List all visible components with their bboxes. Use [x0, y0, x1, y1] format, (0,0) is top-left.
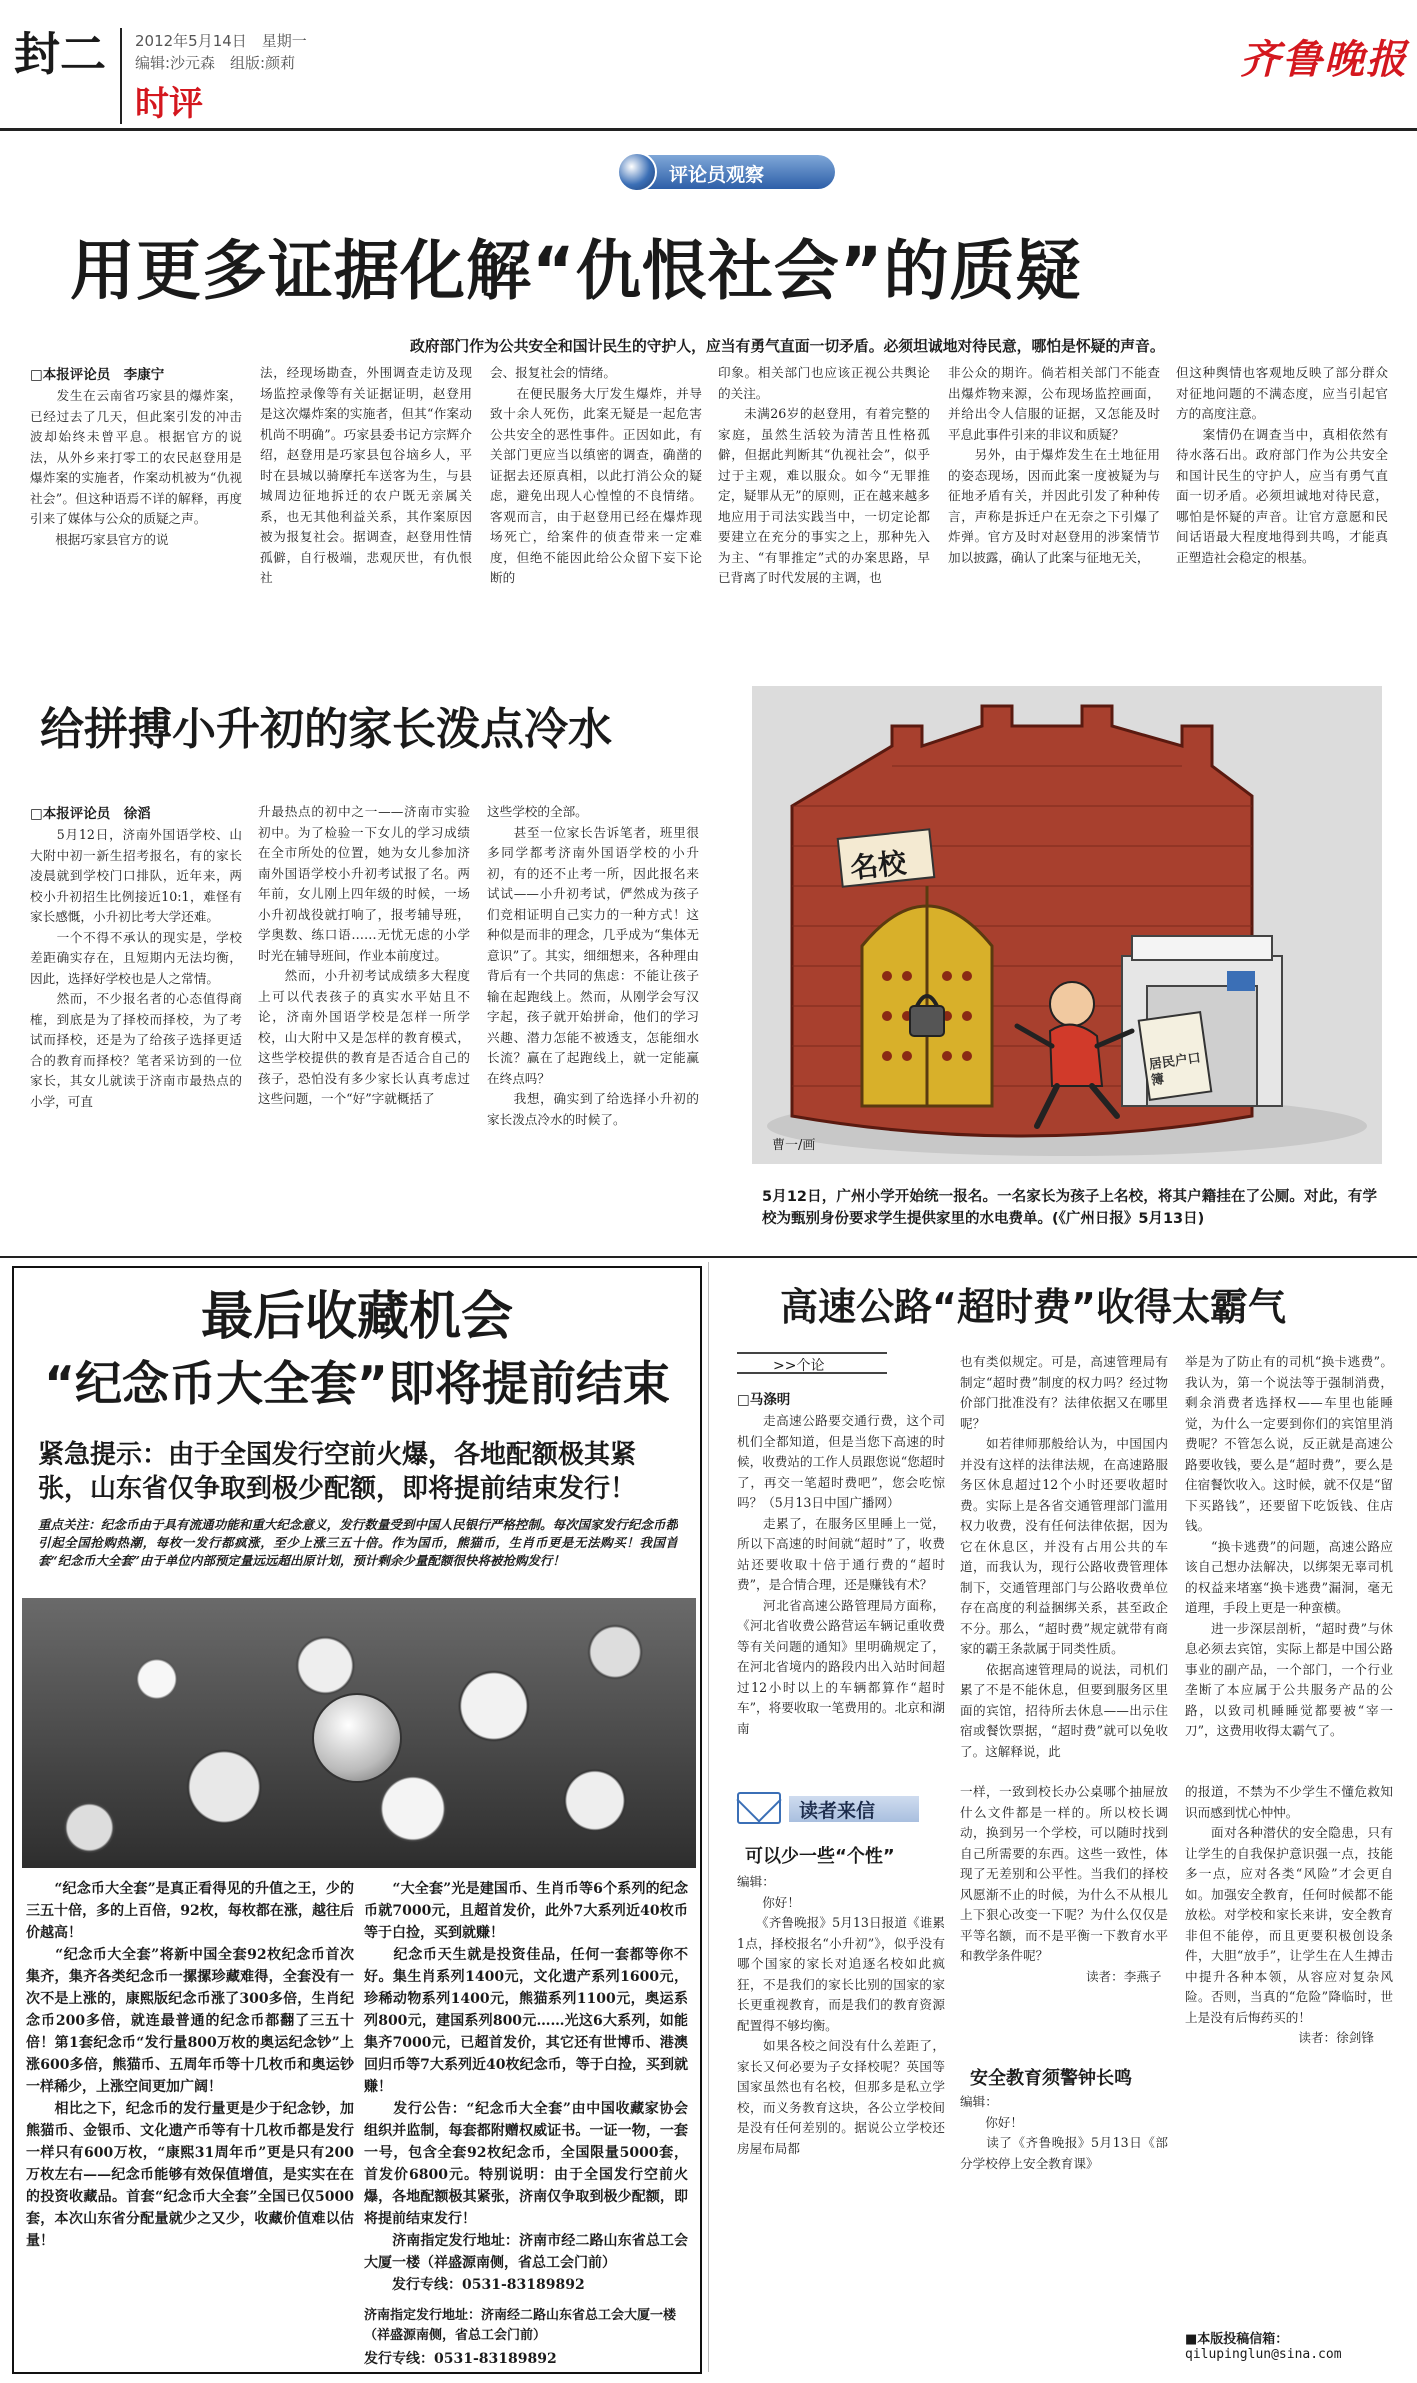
cartoon-block — [752, 686, 1382, 1256]
article-1-text-1: 发生在云南省巧家县的爆炸案，已经过去了几天，但此案引发的冲击波却始终未曾平息。根据官方的说法，从外乡来打零工的农民赵登用是爆炸案的实施者，作案动机被为“仇视社会”。但这种语焉不详的解释，再度引来了媒体与公众的质疑之声。 根据巧家县官方的说 — [30, 388, 242, 547]
article-1-text-6: 但这种舆情也客观地反映了部分群众对征地问题的不满态度，应当引起官方的高度注意。 案情仍在调查当中，真相依然有待水落石出。政府部门作为公共安全和国计民生的守护人，应当有勇气直面一切矛盾。必须坦诚地对待民意，哪怕是怀疑的声音。让官方意愿和民间话语最大程度地得到共鸣，才能真正塑造社会稳定的根基。 — [1176, 365, 1388, 565]
article-3-text-1: 走高速公路要交通行费，这个司机们全都知道，但是当您下高速的时候，收费站的工作人员跟您说“您超时了，再交一笔超时费吧”，您会吃惊吗？（5月13日中国广播网） 走累了，在服务区里睡上一觉，所以下高速的时间就“超时”了，收费站还要收取十倍于通行费的“超时费”，是合情合理，还是赚钱有术？ 河北省高速公路管理局方面称，《河北省收费公路营运车辆记重收费等有关问题的通知》里明确规定了，在河北省境内的路段内出入站时间超过12小时以上的车辆都算作“超时车”，将要收取一笔费用的。北京和湖南 — [737, 1413, 945, 1736]
column-divider — [708, 1262, 709, 2372]
section-label: 封二 — [14, 27, 106, 81]
article-1 — [0, 131, 1417, 691]
letter-1-text-2: 一样，一致到校长办公桌哪个抽屉放什么文件都是一样的。所以校长调动，换到另一个学校，可以随时找到自己所需要的东西。这些一致性，体现了无差别和公平性。当我们的择校风愿渐不止的时候，为什么不从根儿上下狠心改变一下呢？为什么仅仅是平等名额，而不是平衡一下教育水平和教学条件呢？ 读者：李燕子 — [960, 1784, 1168, 1984]
article-2-headline: 给拼搏小升初的家长泼点冷水 — [40, 704, 612, 755]
ad-body-left: “纪念币大全套”是真正看得见的升值之王，少的三五十倍，多的上百倍，92枚，每枚都在涨，越往后价越高！ “纪念币大全套”将新中国全套92枚纪念币首次集齐，集齐各类纪念币一摞摞珍藏难得，全套没有一次不是上涨的，康熙版纪念币涨了300多倍，生肖纪念币200多倍，就连最普通的纪念币都翻了三五十倍！第1套纪念币“发行量800万枚的奥运纪念钞”上涨600多倍，熊猫币、五周年币等十几枚币和奥运钞一样稀少，上涨空间更加广阔！ 相比之下，纪念币的发行量更是少于纪念钞，加熊猫币、金银币、文化遗产币等有十几枚币都是发行一样只有600万枚，“康熙31周年币”更是只有200万枚左右——纪念币能够有效保值增值，是实实在在的投资收藏品。首套“纪念币大全套”全国已仅5000套，本次山东省分配量就少之又少，收藏价值难以估量！ — [26, 1881, 354, 2249]
article-3-text-2: 也有类似规定。可是，高速管理局有制定“超时费”制度的权力吗？经过物价部门批准没有？法律依据又在哪里呢？ 如若律师那般给认为，中国国内并没有这样的法律法规，在高速路服务区休息超过12个小时还要收超时费。实际上是各省交通管理部门滥用权力收费，没有任何法律依据，因为它在休息区，并没有占用公共的车道，而我认为，现行公路收费管理体制下，交通管理部门与公路收费单位存在高度的利益捆绑关系，甚至政企不分。那么，“超时费”规定就带有商家的霸王条款属于同类性质。 依据高速管理局的说法，司机们累了不是不能休息，但要到服务区里面的宾馆，招待所去休息——出示住宿或餐饮票据，“超时费”就可以免收了。这解释说，此 — [960, 1354, 1168, 1759]
ad-phone: 发行专线：0531-83189892 — [364, 2351, 557, 2367]
article-1-text-4: 印象。相关部门也应该正视公共舆论的关注。 未满26岁的赵登用，有着完整的家庭，虽然生活较为清苦且性格孤僻，但据此判断其“仇视社会”，似乎过于主观，难以服众。如今“无罪推定，疑罪从无”的原则，正在越来越多地应用于司法实践当中，一切定论都要建立在充分的事实之上，那种先入为主、“有罪推定”式的办案思路，早已背离了时代发展的主调，也 — [718, 365, 930, 585]
letter-1-title: 可以少一些“个性” — [745, 1846, 895, 1867]
cartoon-caption: 5月12日，广州小学开始统一报名。一名家长为孩子上名校，将其户籍挂在了公厕。对此，有学校为甄别身份要求学生提供家里的水电费单。(《广州日报》5月13日) — [762, 1189, 1377, 1227]
article-1-headline: 用更多证据化解“仇恨社会”的质疑 — [70, 234, 1082, 309]
article-2-text-1: 5月12日，济南外国语学校、山大附中初一新生招考报名，有的家长凌晨就到学校门口排队，近年来，两校小升初招生比例接近10:1，难怪有家长感慨，小升初比考大学还难。 一个不得不承认的现实是，学校差距确实存在，且短期内无法均衡，因此，选择好学校也是人之常情。 然而，不少报名者的心态值得商榷，到底是为了择校而择校，为了考试而择校，还是为了给孩子选择更适合的教育而择校？笔者采访到的一位家长，其女儿就读于济南市最热点的小学，可直 — [30, 827, 242, 1109]
ad-title-2: “纪念币大全套”即将提前结束 — [44, 1357, 670, 1412]
coin-icon — [312, 1693, 402, 1783]
article-2-col-1 — [30, 802, 242, 1245]
contact-block — [1185, 2328, 1395, 2362]
letter-1-text-1: 编辑： 你好！ 《齐鲁晚报》5月13日报道《谁累1点，择校报名“小升初”》，似乎没有哪个国家的家长对追逐名校如此疯狂，不是我们的家长比别的国家的家长更重视教育，而是我们的教育资源配置得不够均衡。 如果各校之间没有什么差距了，家长又何必要为子女择校呢？英国等国家虽然也有名校，但那多是私立学校，而义务教育这块，各公立学校间是没有任何差别的。据说公立学校还房屋布局都 — [737, 1874, 945, 2156]
toilet-sign-icon — [1227, 971, 1255, 991]
editor-credits: 编辑:沙元森 组版:颜莉 — [135, 54, 296, 72]
running-child-icon — [1050, 982, 1094, 1026]
issue-date: 2012年5月14日 星期一 — [135, 32, 307, 50]
article-3-col-1 — [737, 1388, 945, 1781]
cartoon-sign-text: 名校 — [848, 846, 908, 885]
article-3-text-3: 举是为了防止有的司机“换卡逃费”。我认为，第一个说法等于强制消费，剩余消费者选择权——车里也能睡觉，为什么一定要到你们的宾馆里消费呢？不管怎么说，反正就是高速公路要收钱，要么是“超时费”，要么是住宿餐饮收入。这时候，就不仅是“留下买路钱”，还要留下吃饭钱、住店钱。 “换卡逃费”的问题，高速公路应该自己想办法解决，以绑架无辜司机的权益来堵塞“换卡逃费”漏洞，毫无道理，手段上更是一种蛮横。 进一步深层剖析，“超时费”与休息必须去宾馆，实际上都是中国公路事业的副产品，一个部门，一个行业垄断了本应属于公共服务产品的公路，以致司机睡睡觉都要被“宰一刀”，这费用收得太霸气了。 — [1185, 1354, 1393, 1738]
cartoon-credit: 曹一/画 — [772, 1138, 816, 1153]
article-3-tag — [737, 1352, 887, 1374]
page-header — [0, 0, 1417, 128]
article-2-text-2: 升最热点的初中之一——济南市实验初中。为了检验一下女儿的学习成绩在全市所处的位置，她为女儿参加济南外国语学校小升初考试报了名。两年前，女儿刚上四年级的时候，一场小升初战役就打响了，报考辅导班，学奥数、练口语……无忧无虑的小学时光在辅导班间，作业本前度过。 然而，小升初考试成绩多大程度上可以代表孩子的真实水平姑且不论，济南外国语学校是怎样一所学校，山大附中又是怎样的教育模式，这些学校提供的教育是否适合自己的孩子，恐怕没有多少家长认真考虑过这些问题，一个“好”字就概括了 — [258, 804, 470, 1106]
ad-address: 济南指定发行地址：济南经二路山东省总工会大厦一楼（祥盛源南侧，省总工会门前） — [364, 2308, 677, 2343]
article-1-deck: 政府部门作为公共安全和国计民生的守护人，应当有勇气直面一切矛盾。必须坦诚地对待民意，哪怕是怀疑的声音。 — [410, 338, 1165, 355]
article-3-tag-text: >>个论 — [773, 1358, 825, 1374]
masthead-logo: 齐鲁晚报 — [1240, 36, 1408, 83]
article-2-byline: □本报评论员 徐滔 — [30, 806, 151, 822]
article-3-byline: □马涤明 — [737, 1392, 791, 1408]
header-divider-vertical — [120, 28, 122, 124]
cartoon-illustration — [752, 686, 1382, 1164]
coin-advertisement — [12, 1266, 702, 2374]
reader-letters — [715, 1772, 1405, 2372]
article-1-text-3: 会、报复社会的情绪。 在便民服务大厅发生爆炸，并导致十余人死伤，此案无疑是一起危害公共安全的恶性事件。正因如此，有关部门更应当以缜密的调查，确凿的证据去还原真相，以此打消公众的疑虑，避免出现人心惶惶的不良情绪。客观而言，由于赵登用已经在爆炸现场死亡，给案件的侦查带来一定难度，但绝不能因此给公众留下妄下论断的 — [490, 365, 702, 585]
contact-email[interactable]: qilupinglun@sina.com — [1185, 2347, 1342, 2362]
ad-title-1: 最后收藏机会 — [200, 1287, 513, 1347]
article-1-text-5: 非公众的期许。倘若相关部门不能查出爆炸物来源，公布现场监控画面，并给出令人信服的证据，又怎能及时平息此事件引来的非议和质疑？ 另外，由于爆炸发生在土地征用的姿态现场，因而此案一度被疑为与征地矛盾有关，并因此引发了种种传言，声称是拆迁户在无奈之下引爆了炸弹。官方及时对赵登用的涉案情节加以披露，确认了此案与征地无关， — [948, 365, 1160, 565]
contact-label: ■本版投稿信箱： — [1185, 2332, 1289, 2347]
letters-tag-text: 读者来信 — [799, 1800, 876, 1822]
letters-tag — [737, 1790, 937, 1826]
article-1-text-2: 法，经现场勘查，外围调查走访及现场监控录像等有关证据证明，赵登用是这次爆炸案的实施者，但其“作案动机尚不明确”。巧家县委书记方宗辉介绍，赵登用是巧家县包谷垴乡人，平时在县城以骑摩托车送客为生，与县城周边征地拆迁的农户既无亲属关系，也无其他利益关系，其作案原因被为报复社会。据调查，赵登用性情孤僻，自行极端，悲观厌世，有仇恨社 — [260, 365, 472, 585]
coin-photo — [22, 1598, 696, 1868]
letter-2-title: 安全教育须警钟长鸣 — [970, 2068, 1132, 2089]
article-2-text-3: 这些学校的全部。 甚至一位家长告诉笔者，班里很多同学都考济南外国语学校的小升初，有的还不止考一所，因此报名来试试——小升初考试，俨然成为孩子们竞相证明自己实力的一种方式！这种似是而非的理念，几乎成为“集体无意识”了。其实，细细想来，各种理由背后有一个共同的焦虑：不能让孩子输在起跑线上。然而，从刚学会写汉字起，孩子就开始拼命，他们的学习兴趣、潜力怎能不被透支，怎能细水长流？赢在了起跑线上，就一定能赢在终点吗？ 我想，确实到了给选择小升初的家长泼点冷水的时候了。 — [487, 804, 699, 1127]
padlock-icon — [910, 1006, 944, 1036]
article-1-tag-text: 评论员观察 — [669, 164, 765, 186]
subsection-label: 时评 — [135, 84, 203, 124]
cartoon-board-text: 居民户口簿 — [1148, 1050, 1202, 1089]
letter-2-text: 编辑： 你好！ 读了《齐鲁晚报》5月13日《部分学校停上安全教育课》 — [960, 2094, 1168, 2171]
article-1-col-1 — [30, 363, 242, 676]
article-2 — [0, 690, 740, 1255]
row-divider — [0, 1256, 1417, 1258]
ad-body-right: “大全套”光是建国币、生肖币等6个系列的纪念币就7000元，且超首发价，此外7大系列近40枚币等于白捡，买到就赚！ 纪念币天生就是投资佳品，任何一套都等你不好。集生肖系列1400元，文化遗产系列1600元，珍稀动物系列1400元，熊猫系列1100元，奥运系列800元，建国系列800元……光这6大系列，如能集齐7000元，已超首发价，其它还有世博币、港澳回归币等7大系列近40枚纪念币，等于白捡，买到就赚！ 发行公告：“纪念币大全套”由中国收藏家协会组织并监制，每套都附赠权威证书。一证一物，一套一号，包含全套92枚纪念币，全国限量5000套，首发价6800元。特别说明：由于全国发行空前火爆，各地配额极其紧张，济南仅争取到极少配额，即将提前结束发行！ 济南指定发行地址：济南市经二路山东省总工会大厦一楼（祥盛源南侧，省总工会门前） 发行专线：0531-83189892 — [364, 1881, 688, 2293]
article-1-byline: □本报评论员 李康宁 — [30, 367, 165, 383]
ad-alert: 紧急提示：由于全国发行空前火爆，各地配额极其紧张，山东省仅争取到极少配额，即将提前结束发行！ — [38, 1440, 637, 1504]
globe-icon — [617, 152, 657, 192]
article-3-headline: 高速公路“超时费”收得太霸气 — [780, 1285, 1286, 1329]
article-1-tag — [625, 155, 835, 189]
ad-intro: 重点关注：纪念币由于具有流通功能和重大纪念意义，发行数量受到中国人民银行严格控制。每次国家发行纪念币都引起全国抢购热潮，每枚一发行都疯涨，至少上涨三五十倍。作为国币，熊猫币，生肖币更是无法购买！我国首套“纪念币大全套”由于单位内部预定量远远超出原计划，预计剩余少量配额很快将被抢购发行！ — [38, 1517, 678, 1568]
letter-3-text: 的报道，不禁为不少学生不懂危救知识而感到忧心忡忡。 面对各种潜伏的安全隐患，只有让学生的自我保护意识强一点，技能多一点，应对各类“风险”才会更自如。加强安全教育，任何时候都不能放松。对学校和家长来讲，安全教育非但不能停，而且更要积极创设条件，大胆“放手”，让学生在人生搏击中提升各种本领，从容应对复杂风险。否则，当真的“危险”降临时，世上是没有后悔药买的！ 读者：徐剑锋 — [1185, 1784, 1393, 2045]
